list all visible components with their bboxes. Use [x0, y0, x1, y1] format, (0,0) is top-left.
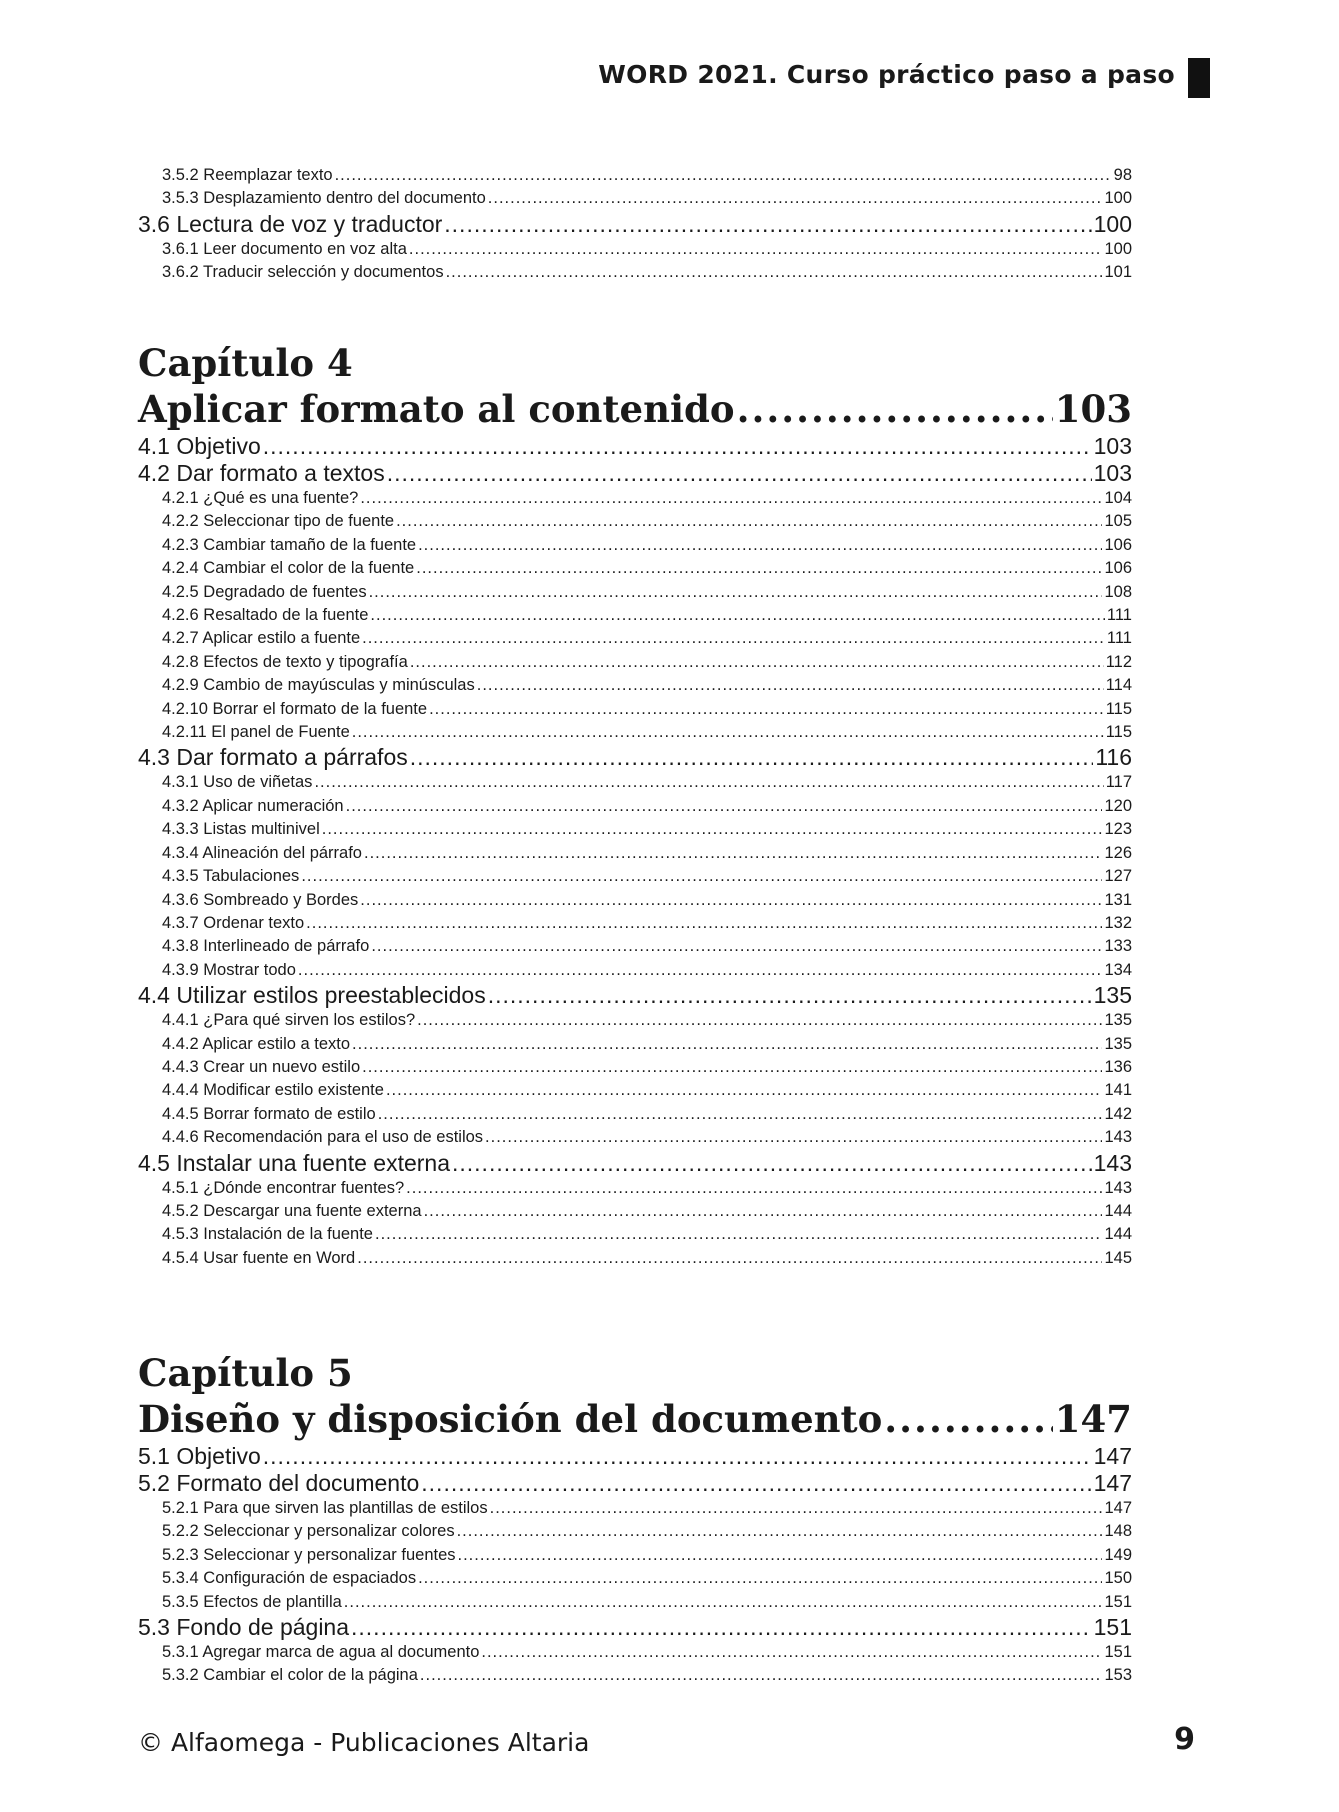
leader-dots	[362, 1056, 1102, 1079]
toc-entry-page: 103	[1093, 433, 1132, 459]
toc-subsection-entry[interactable]	[138, 534, 1132, 557]
toc-entry-title: 5.3.4 Configuración de espaciados	[162, 1569, 417, 1588]
toc-entry-page: 98	[1113, 166, 1132, 184]
toc-subsection-entry[interactable]	[138, 1591, 1132, 1614]
toc-subsection-entry[interactable]	[138, 581, 1132, 604]
toc-entry-title: 4.3.2 Aplicar numeración	[162, 796, 344, 815]
toc-subsection-entry[interactable]	[138, 164, 1132, 187]
toc-section-entry[interactable]	[138, 433, 1132, 460]
leader-dots	[322, 818, 1103, 841]
toc-subsection-entry[interactable]	[138, 187, 1132, 210]
toc-subsection-entry[interactable]	[138, 651, 1132, 674]
toc-entry-title: 3.5.2 Reemplazar texto	[162, 166, 333, 184]
leader-dots	[416, 557, 1102, 580]
leader-dots	[410, 651, 1104, 674]
toc-entry-title: 4.4.2 Aplicar estilo a texto	[162, 1034, 351, 1053]
toc-entry-page: 116	[1095, 744, 1132, 771]
leader-dots	[421, 1470, 1091, 1497]
leader-dots	[263, 433, 1092, 460]
leader-dots	[263, 1443, 1092, 1470]
leader-dots	[452, 1150, 1092, 1177]
toc-entry-page: 147	[1104, 1499, 1132, 1517]
toc-subsection-entry[interactable]	[138, 674, 1132, 697]
toc-subsection-entry[interactable]	[138, 721, 1132, 744]
toc-entry-page: 150	[1104, 1569, 1132, 1588]
toc-entry-title: 4.4 Utilizar estilos preestablecidos	[138, 982, 486, 1009]
toc-entry-page: 143	[1093, 1149, 1132, 1176]
leader-dots	[488, 982, 1092, 1009]
toc-entry-page: 115	[1105, 699, 1132, 718]
chapter-5-page: 147	[1054, 1397, 1132, 1441]
toc-entry-title: 4.2.7 Aplicar estilo a fuente	[162, 629, 361, 648]
toc-section-entry[interactable]	[138, 1150, 1132, 1177]
leader-dots	[458, 1544, 1103, 1567]
toc-entry-title: 4.3.1 Uso de viñetas	[162, 773, 313, 792]
leader-dots	[406, 1177, 1102, 1200]
toc-entry-title: 4.3.9 Mostrar todo	[162, 960, 296, 979]
toc-subsection-entry[interactable]	[138, 959, 1132, 982]
toc-section-entry[interactable]	[138, 1614, 1132, 1641]
leader-dots	[375, 1223, 1102, 1246]
leader-dots	[420, 1664, 1103, 1687]
toc-entry-page: 120	[1104, 796, 1132, 815]
toc-entry-title: 5.3.5 Efectos de plantilla	[162, 1592, 342, 1611]
chapter-4-label: Capítulo 4	[138, 341, 353, 385]
toc-subsection-entry[interactable]	[138, 1200, 1132, 1223]
toc-entry-title: 4.4.5 Borrar formato de estilo	[162, 1104, 376, 1123]
leader-dots	[346, 795, 1103, 818]
toc-entry-page: 143	[1104, 1178, 1132, 1197]
toc-entry-page: 149	[1104, 1545, 1132, 1564]
leader-dots	[351, 1614, 1092, 1641]
leader-dots	[429, 698, 1104, 721]
toc-subsection-entry[interactable]	[138, 604, 1132, 627]
leader-dots	[387, 460, 1092, 487]
leader-dots	[357, 1247, 1102, 1270]
toc-entry-title: 3.5.3 Desplazamiento dentro del documento	[162, 189, 486, 208]
leader-dots	[410, 744, 1094, 771]
toc-entry-page: 135	[1093, 982, 1132, 1009]
toc-subsection-entry[interactable]	[138, 842, 1132, 865]
toc-entry-title: 5.1 Objetivo	[138, 1443, 261, 1469]
leader-dots	[418, 1567, 1102, 1590]
toc-entry-page: 106	[1104, 559, 1132, 578]
toc-entry-title: 4.2.6 Resaltado de la fuente	[162, 606, 369, 625]
toc-entry-title: 5.2 Formato del documento	[138, 1470, 420, 1496]
toc-entry-page: 127	[1104, 867, 1132, 886]
leader-dots	[370, 604, 1105, 627]
toc-entry-page: 148	[1104, 1522, 1132, 1541]
chapter-5-label: Capítulo 5	[138, 1351, 353, 1395]
toc-entry-page: 145	[1104, 1248, 1132, 1267]
toc-entry-title: 4.3.3 Listas multinivel	[162, 820, 320, 839]
toc-subsection-entry[interactable]	[138, 557, 1132, 580]
toc-entry-title: 4.2.10 Borrar el formato de la fuente	[162, 699, 428, 718]
toc-subsection-entry[interactable]	[138, 1009, 1132, 1032]
toc-entry-title: 4.3.4 Alineación del párrafo	[162, 843, 362, 862]
toc-subsection-entry[interactable]	[138, 1247, 1132, 1270]
toc-entry-page: 112	[1105, 652, 1132, 671]
toc-entry-title: 4.5.3 Instalación de la fuente	[162, 1225, 373, 1244]
toc-entry-page: 123	[1104, 820, 1132, 839]
toc-subsection-entry[interactable]	[138, 1033, 1132, 1056]
toc-subsection-entry[interactable]	[138, 1641, 1132, 1664]
toc-subsection-entry[interactable]	[138, 889, 1132, 912]
leader-dots	[360, 487, 1102, 510]
toc-subsection-entry[interactable]	[138, 771, 1132, 794]
toc-section-entry[interactable]	[138, 1470, 1132, 1497]
toc-entry-page: 104	[1104, 489, 1132, 507]
toc-entry-title: 3.6.2 Traducir selección y documentos	[162, 263, 444, 282]
toc-entry-title: 4.3.5 Tabulaciones	[162, 867, 300, 886]
toc-entry-page: 114	[1105, 676, 1132, 695]
toc-section-entry[interactable]	[138, 211, 1132, 238]
toc-subsection-entry[interactable]	[138, 1103, 1132, 1126]
toc-entry-page: 147	[1093, 1470, 1132, 1496]
toc-entry-page: 115	[1105, 723, 1132, 742]
toc-entry-title: 4.4.3 Crear un nuevo estilo	[162, 1057, 361, 1076]
toc-subsection-entry[interactable]	[138, 1544, 1132, 1567]
toc-subsection-entry[interactable]	[138, 1664, 1132, 1687]
toc-subsection-entry[interactable]	[138, 1223, 1132, 1246]
toc-entry-page: 144	[1104, 1225, 1132, 1244]
leader-dots	[335, 164, 1112, 187]
header-bar-decoration	[1188, 58, 1210, 98]
toc-entry-title: 4.2.9 Cambio de mayúsculas y minúsculas	[162, 676, 475, 695]
toc-subsection-entry[interactable]	[138, 935, 1132, 958]
leader-dots	[306, 912, 1102, 935]
toc-entry-page: 142	[1104, 1104, 1132, 1123]
leader-dots	[737, 386, 1053, 432]
toc-entry-title: 4.2.1 ¿Qué es una fuente?	[162, 489, 359, 507]
toc-entry-page: 151	[1104, 1643, 1132, 1662]
leader-dots	[352, 1033, 1102, 1056]
toc-entry-title: 4.2.3 Cambiar tamaño de la fuente	[162, 535, 417, 554]
toc-section-entry[interactable]	[138, 460, 1132, 487]
toc-subsection-entry[interactable]	[138, 487, 1132, 510]
toc-entry-title: 4.2 Dar formato a textos	[138, 460, 385, 486]
toc-entry-title: 4.3 Dar formato a párrafos	[138, 744, 408, 771]
toc-entry-page: 135	[1104, 1011, 1132, 1030]
toc-chapter-5-entries	[138, 1443, 1132, 1688]
toc-entry-title: 4.2.5 Degradado de fuentes	[162, 582, 367, 601]
leader-dots	[488, 187, 1103, 210]
toc-entry-page: 111	[1106, 629, 1132, 648]
chapter-4-title-row[interactable]	[138, 386, 1132, 432]
toc-entry-page: 153	[1104, 1666, 1132, 1685]
toc-entry-page: 134	[1104, 960, 1132, 979]
leader-dots	[362, 627, 1105, 650]
toc-subsection-entry[interactable]	[138, 510, 1132, 533]
toc-entry-title: 4.5.4 Usar fuente en Word	[162, 1248, 356, 1267]
toc-entry-page: 100	[1093, 210, 1132, 237]
toc-entry-page: 105	[1104, 512, 1132, 531]
leader-dots	[444, 211, 1091, 238]
toc-entry-page: 141	[1104, 1081, 1132, 1100]
toc-entry-title: 5.2.3 Seleccionar y personalizar fuentes	[162, 1545, 456, 1564]
footer-page-number: 9	[1174, 1722, 1195, 1757]
toc-entry-title: 4.3.8 Interlineado de párrafo	[162, 937, 370, 956]
toc-entry-title: 4.4.6 Recomendación para el uso de estilos	[162, 1128, 484, 1147]
toc-entry-page: 117	[1105, 773, 1132, 792]
toc-entry-page: 106	[1104, 535, 1132, 554]
leader-dots	[418, 534, 1102, 557]
toc-subsection-entry[interactable]	[138, 912, 1132, 935]
toc-entry-title: 5.2.2 Seleccionar y personalizar colores	[162, 1522, 455, 1541]
toc-entry-page: 151	[1104, 1592, 1132, 1611]
toc-entry-page: 132	[1104, 913, 1132, 932]
toc-subsection-entry[interactable]	[138, 795, 1132, 818]
toc-subsection-entry[interactable]	[138, 261, 1132, 284]
leader-dots	[457, 1520, 1103, 1543]
chapter-4-title: Aplicar formato al contenido	[138, 387, 735, 431]
toc-entry-page: 100	[1104, 239, 1132, 258]
toc-entry-title: 5.3.1 Agregar marca de agua al documento	[162, 1643, 480, 1662]
toc-subsection-entry[interactable]	[138, 1567, 1132, 1590]
toc-entry-page: 144	[1104, 1201, 1132, 1220]
toc-entry-title: 3.6.1 Leer documento en voz alta	[162, 239, 407, 258]
toc-entry-page: 126	[1104, 843, 1132, 862]
leader-dots	[386, 1079, 1103, 1102]
toc-subsection-entry[interactable]	[138, 865, 1132, 888]
toc-entry-title: 4.2.8 Efectos de texto y tipografía	[162, 652, 408, 671]
leader-dots	[314, 771, 1103, 794]
toc-entry-page: 147	[1093, 1443, 1132, 1469]
leader-dots	[369, 581, 1103, 604]
toc-entry-title: 5.2.1 Para que sirven las plantillas de estilos	[162, 1499, 488, 1517]
toc-entry-title: 4.3.6 Sombreado y Bordes	[162, 890, 359, 909]
leader-dots	[378, 1103, 1103, 1126]
toc-entry-page: 111	[1106, 606, 1132, 625]
leader-dots	[371, 935, 1102, 958]
toc-subsection-entry[interactable]	[138, 698, 1132, 721]
toc-entry-page: 101	[1104, 263, 1132, 282]
leader-dots	[485, 1126, 1102, 1149]
toc-entry-title: 4.1 Objetivo	[138, 433, 261, 459]
toc-section-entry[interactable]	[138, 982, 1132, 1009]
toc-subsection-entry[interactable]	[138, 1520, 1132, 1543]
toc-subsection-entry[interactable]	[138, 627, 1132, 650]
leader-dots	[396, 510, 1102, 533]
leader-dots	[301, 865, 1102, 888]
chapter-5-title-row[interactable]	[138, 1396, 1132, 1442]
chapter-4-page: 103	[1054, 387, 1132, 431]
toc-entry-title: 5.3.2 Cambiar el color de la página	[162, 1666, 418, 1685]
toc-section-entry[interactable]	[138, 1443, 1132, 1470]
toc-entry-page: 108	[1104, 582, 1132, 601]
leader-dots	[298, 959, 1103, 982]
toc-entry-page: 136	[1104, 1057, 1132, 1076]
toc-chapter-4-entries	[138, 433, 1132, 1270]
toc-entry-title: 4.4.1 ¿Para qué sirven los estilos?	[162, 1011, 416, 1030]
toc-entry-page: 135	[1104, 1034, 1132, 1053]
toc-entry-title: 4.2.11 El panel de Fuente	[162, 723, 350, 742]
toc-entry-page: 133	[1104, 937, 1132, 956]
leader-dots	[490, 1497, 1103, 1520]
toc-subsection-entry[interactable]	[138, 1079, 1132, 1102]
toc-entry-title: 4.3.7 Ordenar texto	[162, 913, 305, 932]
toc-entry-title: 4.5 Instalar una fuente externa	[138, 1149, 450, 1176]
running-header-title: WORD 2021. Curso práctico paso a paso	[598, 60, 1175, 89]
toc-subsection-entry[interactable]	[138, 1497, 1132, 1520]
toc-entry-page: 103	[1093, 460, 1132, 486]
leader-dots	[481, 1641, 1102, 1664]
leader-dots	[360, 889, 1102, 912]
leader-dots	[352, 721, 1104, 744]
leader-dots	[364, 842, 1102, 865]
toc-subsection-entry[interactable]	[138, 238, 1132, 261]
toc-entry-page: 143	[1104, 1128, 1132, 1147]
toc-entry-title: 4.5.1 ¿Dónde encontrar fuentes?	[162, 1178, 405, 1197]
toc-entry-title: 5.3 Fondo de página	[138, 1614, 350, 1641]
toc-entry-page: 131	[1104, 890, 1132, 909]
toc-block-chapter3-end	[138, 164, 1132, 285]
leader-dots	[424, 1200, 1103, 1223]
leader-dots	[446, 261, 1103, 284]
toc-entry-title: 4.4.4 Modificar estilo existente	[162, 1081, 384, 1100]
chapter-4-heading	[138, 340, 1132, 432]
leader-dots	[344, 1591, 1103, 1614]
toc-subsection-entry[interactable]	[138, 1056, 1132, 1079]
chapter-5-title: Diseño y disposición del documento	[138, 1397, 883, 1441]
leader-dots	[477, 674, 1104, 697]
toc-entry-title: 4.2.2 Seleccionar tipo de fuente	[162, 512, 395, 531]
chapter-5-heading	[138, 1350, 1132, 1442]
toc-subsection-entry[interactable]	[138, 1126, 1132, 1149]
toc-subsection-entry[interactable]	[138, 1177, 1132, 1200]
leader-dots	[884, 1396, 1052, 1442]
toc-entry-title: 4.2.4 Cambiar el color de la fuente	[162, 559, 415, 578]
leader-dots	[417, 1009, 1102, 1032]
toc-section-entry[interactable]	[138, 744, 1132, 771]
footer-copyright: © Alfaomega - Publicaciones Altaria	[138, 1728, 590, 1757]
toc-subsection-entry[interactable]	[138, 818, 1132, 841]
leader-dots	[409, 238, 1103, 261]
toc-entry-page: 100	[1104, 189, 1132, 208]
toc-entry-page: 151	[1093, 1614, 1132, 1641]
toc-entry-title: 3.6 Lectura de voz y traductor	[138, 210, 443, 237]
toc-entry-title: 4.5.2 Descargar una fuente externa	[162, 1201, 422, 1220]
